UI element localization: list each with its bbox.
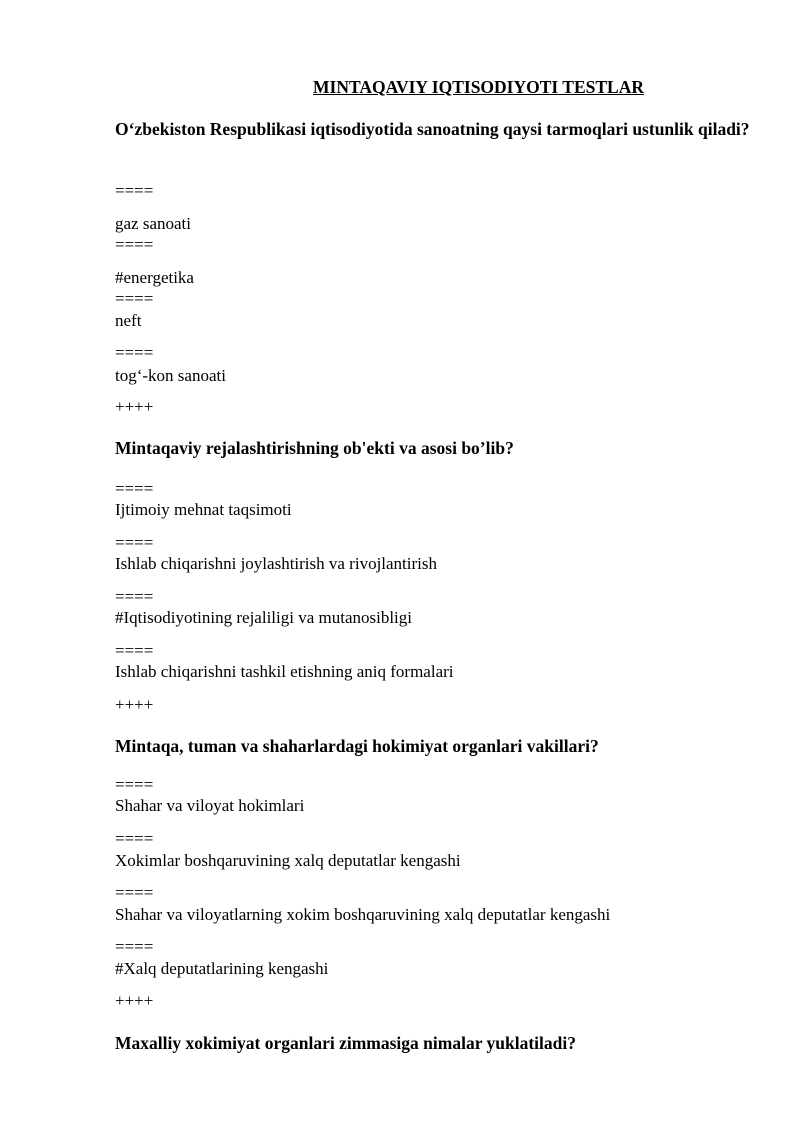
answer-option-correct: #Iqtisodiyotining rejaliligi va mutanosibligi <box>115 608 413 627</box>
question-1: O‘zbekiston Respublikasi iqtisodiyotida sanoatning qaysi tarmoqlari ustunlik qiladi? <box>115 119 750 139</box>
answer-option: Ishlab chiqarishni tashkil etishning aniq formalari <box>115 662 454 681</box>
answer-option: gaz sanoati <box>115 214 191 233</box>
separator: ==== <box>115 343 154 362</box>
separator: ==== <box>115 479 154 498</box>
answer-option-correct: #energetika <box>115 268 194 287</box>
separator: ==== <box>115 289 154 308</box>
separator: ==== <box>115 235 154 254</box>
answer-option-correct: #Xalq deputatlarining kengashi <box>115 959 329 978</box>
question-end-marker: ++++ <box>115 991 154 1010</box>
question-end-marker: ++++ <box>115 397 154 416</box>
question-4: Maxalliy xokimiyat organlari zimmasiga nimalar yuklatiladi? <box>115 1033 576 1053</box>
separator: ==== <box>115 883 154 902</box>
separator: ==== <box>115 533 154 552</box>
separator: ==== <box>115 775 154 794</box>
separator: ==== <box>115 937 154 956</box>
answer-option: Shahar va viloyatlarning xokim boshqaruvining xalq deputatlar kengashi <box>115 905 611 924</box>
answer-option: neft <box>115 311 142 330</box>
answer-option: Shahar va viloyat hokimlari <box>115 796 305 815</box>
question-3: Mintaqa, tuman va shaharlardagi hokimiyat organlari vakillari? <box>115 736 599 756</box>
separator: ==== <box>115 181 154 200</box>
question-end-marker: ++++ <box>115 695 154 714</box>
answer-option: Ijtimoiy mehnat taqsimoti <box>115 500 292 519</box>
separator: ==== <box>115 587 154 606</box>
question-2: Mintaqaviy rejalashtirishning ob'ekti va asosi bo’lib? <box>115 438 514 458</box>
separator: ==== <box>115 829 154 848</box>
page-title: MINTAQAVIY IQTISODIYOTI TESTLAR <box>313 77 644 97</box>
answer-option: Xokimlar boshqaruvining xalq deputatlar kengashi <box>115 851 461 870</box>
answer-option: tog‘-kon sanoati <box>115 366 226 385</box>
separator: ==== <box>115 641 154 660</box>
answer-option: Ishlab chiqarishni joylashtirish va rivojlantirish <box>115 554 438 573</box>
